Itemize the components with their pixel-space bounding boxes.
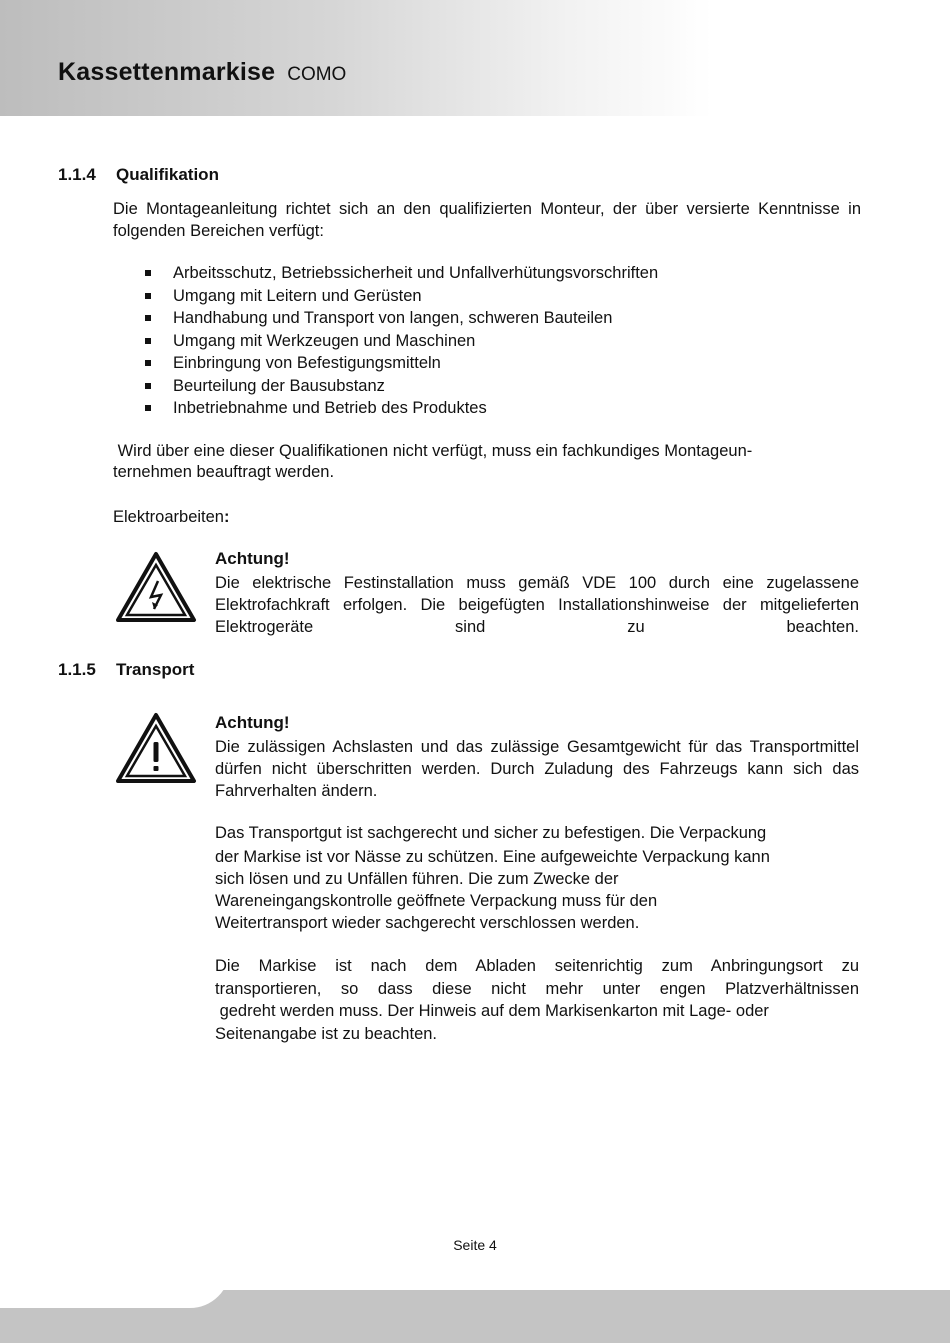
paragraph-line: Weitertransport wieder sachgerecht verschlossen werden.	[215, 914, 640, 932]
paragraph-line: Seitenangabe ist zu beachten.	[215, 1025, 438, 1043]
paragraph-line: der Markise ist vor Nässe zu schützen. Eine aufgeweichte Verpackung kann	[215, 848, 770, 866]
bullet-marker	[145, 360, 151, 366]
paragraph-line: Das Transportgut ist sachgerecht und sicher zu befestigen. Die Verpackung	[215, 824, 767, 842]
warning-text-transport: Die zulässigen Achslasten und das zulässige Gesamtgewicht für das Transportmittel dürfen nicht überschritten werden. Durch Zuladung des Fahrzeugs kann sich das Fahrverhalten ändern.	[215, 738, 859, 800]
section-title: Transport	[116, 660, 195, 679]
qualifikation-intro: Die Montageanleitung richtet sich an den qualifizierten Monteur, der über versierte Kenntnisse in folgenden Bereichen verfügt:	[113, 200, 861, 240]
section-heading-transport	[58, 660, 194, 680]
product-name: Kassettenmarkise	[58, 58, 276, 86]
warning-heading-electrical: Achtung!	[215, 549, 290, 568]
bullet-marker	[145, 293, 151, 299]
paragraph-line: transportieren, so dass diese nicht mehr unter engen Platzverhältnissen	[215, 980, 859, 998]
bullet-marker	[145, 315, 151, 321]
section-title: Qualifikation	[116, 165, 219, 184]
warning-text-electrical: Die elektrische Festinstallation muss gemäß VDE 100 durch eine zugelassene Elektrofachkraft erfolgen. Die beigefügten Installationshinweise der mitgelieferten Elektrogeräte sind zu beachten.	[215, 574, 859, 636]
electrical-hazard-icon	[115, 551, 197, 623]
qualification-note-line-2: ternehmen beauftragt werden.	[113, 463, 335, 481]
paragraph-line: sich lösen und zu Unfällen führen. Die zum Zwecke der	[215, 870, 619, 888]
bullet-marker	[145, 338, 151, 344]
footer-curve	[0, 1268, 230, 1308]
document-title	[58, 58, 346, 87]
bullet-marker	[145, 383, 151, 389]
section-number: 1.1.4	[58, 165, 96, 184]
warning-heading-transport: Achtung!	[215, 713, 290, 732]
paragraph-line: Die Markise ist nach dem Abladen seitenrichtig zum Anbringungsort zu	[215, 957, 859, 975]
general-warning-icon	[115, 712, 197, 784]
bullet-marker	[145, 405, 151, 411]
section-heading-qualifikation	[58, 165, 219, 185]
bullet-marker	[145, 270, 151, 276]
paragraph-line: Wareneingangskontrolle geöffnete Verpackung muss für den	[215, 892, 658, 910]
product-model: COMO	[287, 64, 347, 85]
page-number: Seite 4	[453, 1237, 497, 1253]
section-number: 1.1.5	[58, 660, 96, 679]
paragraph-line: gedreht werden muss. Der Hinweis auf dem Markisenkarton mit Lage- oder	[215, 1002, 769, 1020]
elektroarbeiten-label: Elektroarbeiten:	[113, 508, 230, 526]
qualification-note-line-1: Wird über eine dieser Qualifikationen nicht verfügt, muss ein fachkundiges Montageun-	[113, 442, 753, 460]
